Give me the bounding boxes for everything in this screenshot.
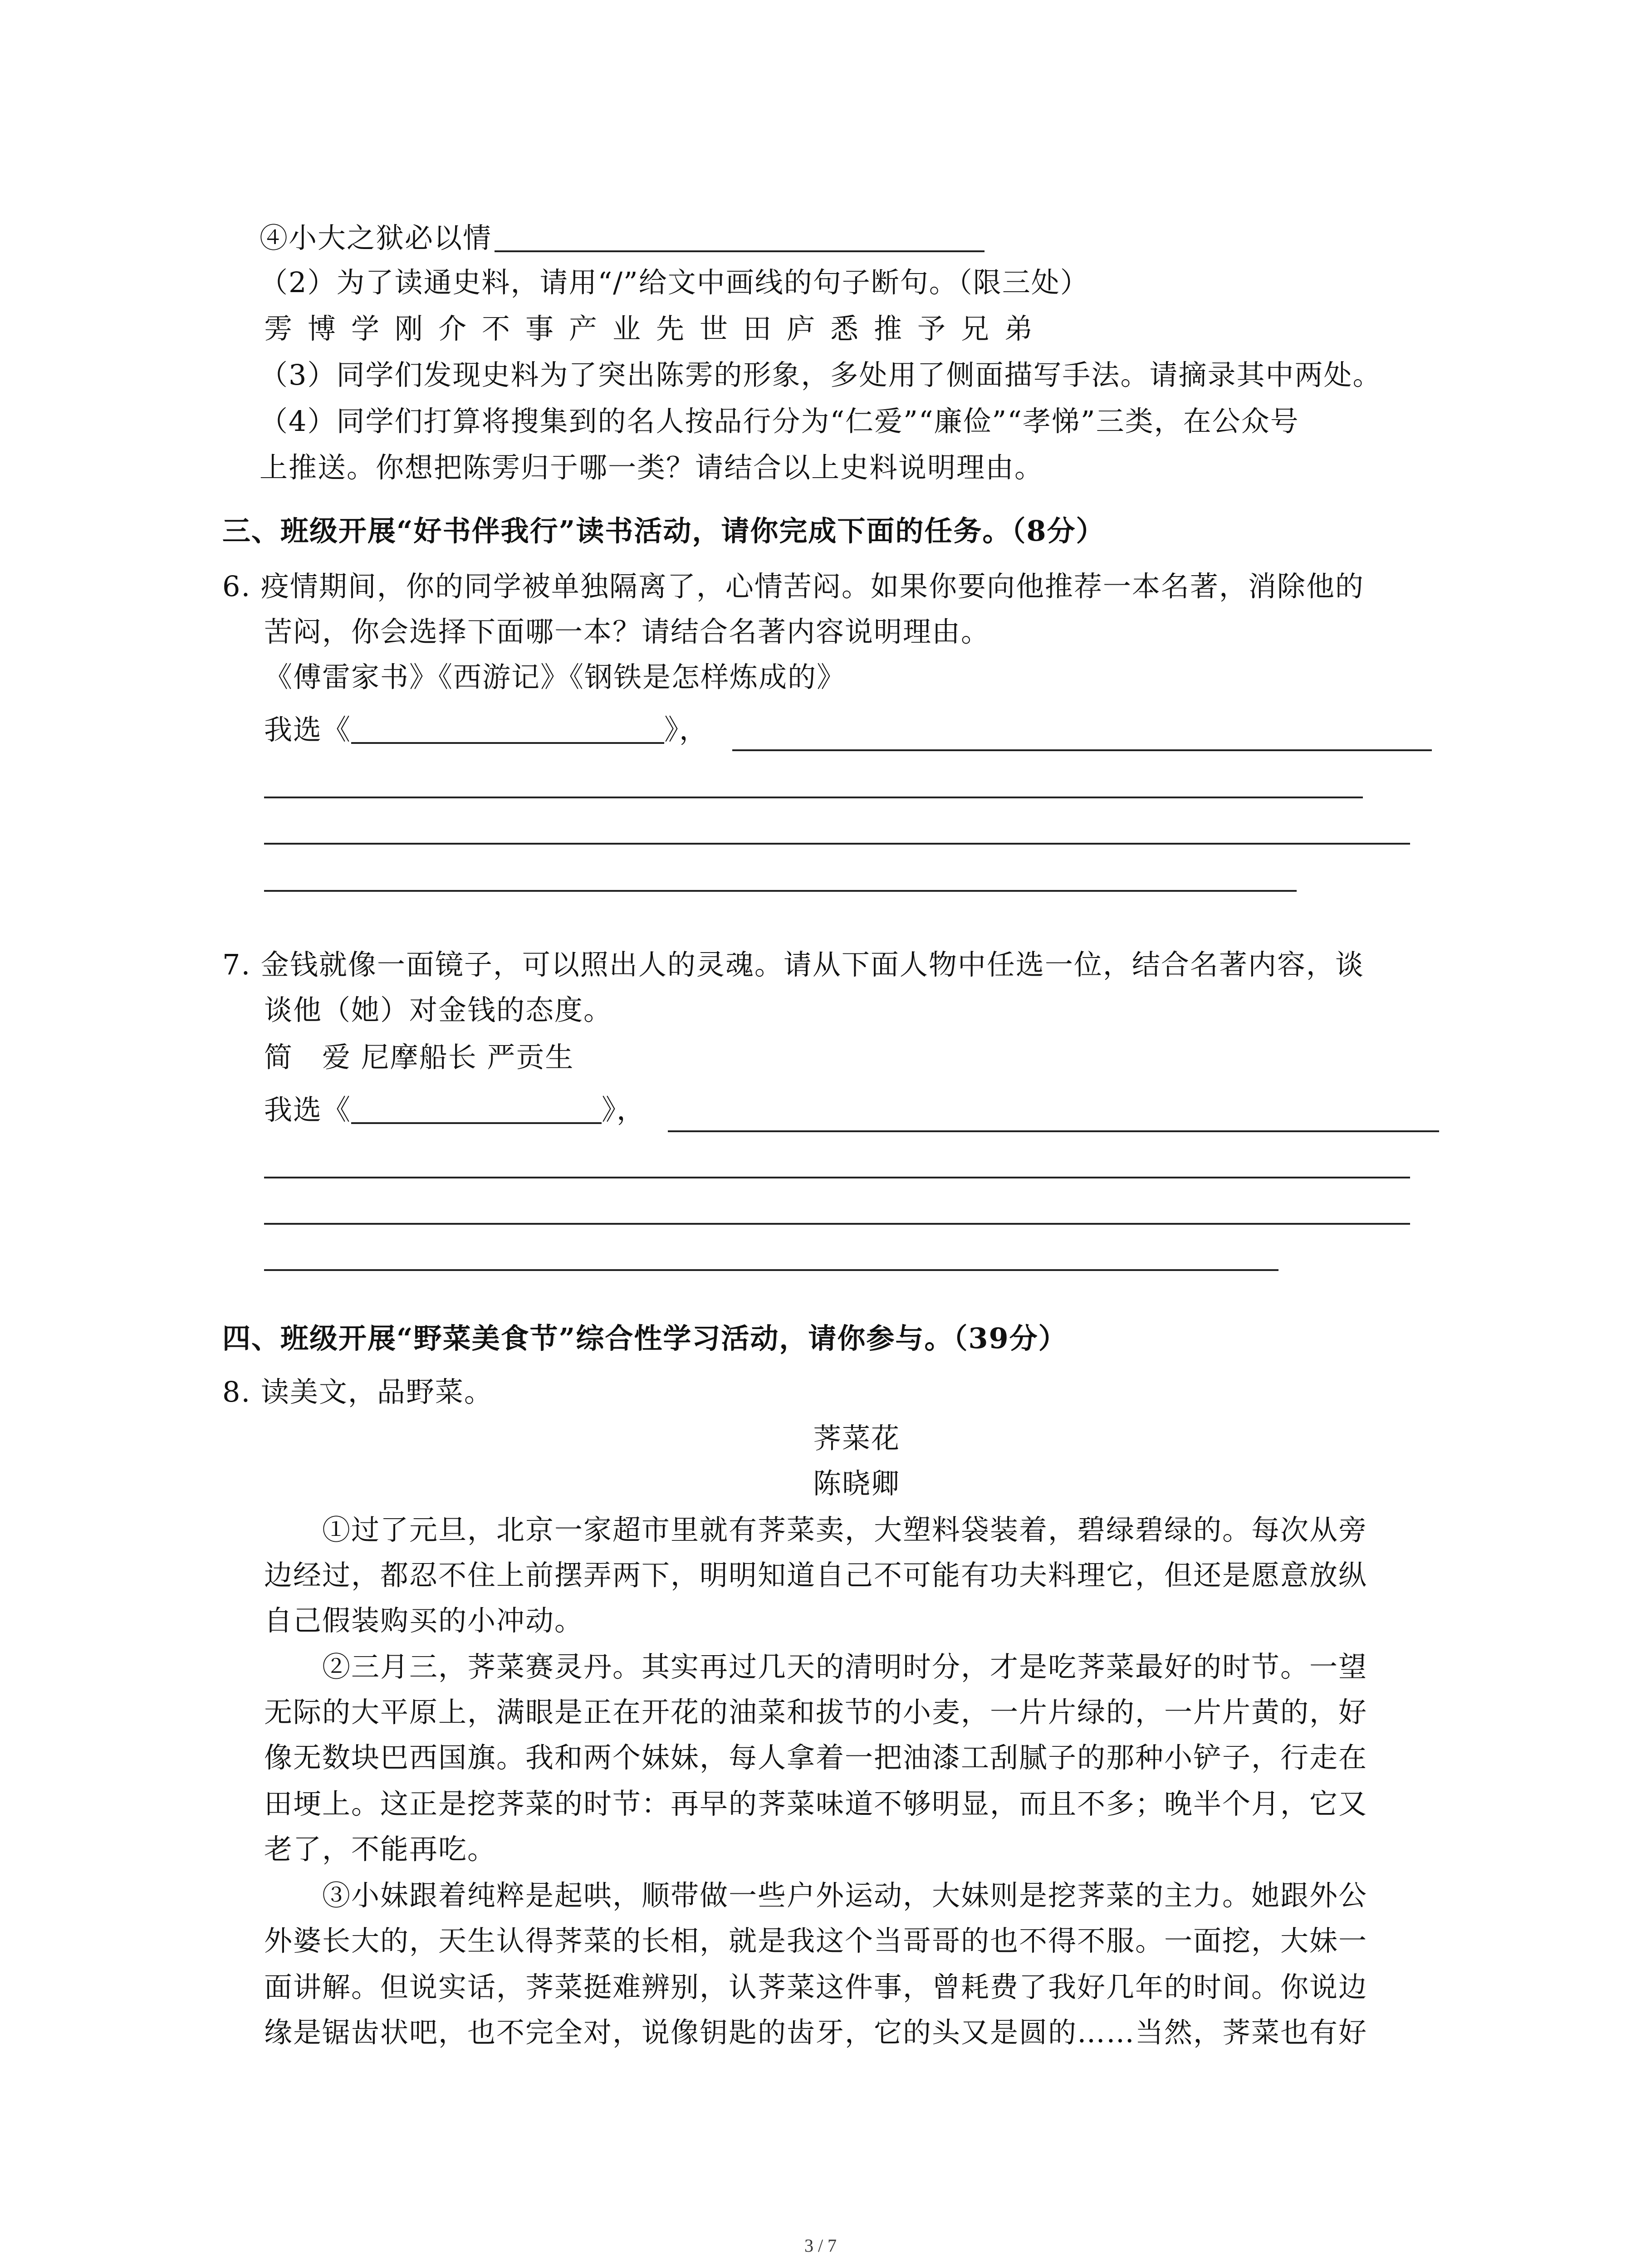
- article-line: 缘是锯齿状吧，也不完全对，说像钥匙的齿牙，它的头又是圆的……当然，荠菜也有好: [264, 2016, 1368, 2049]
- q7-reason-line-2[interactable]: [264, 1177, 1410, 1178]
- article-line: 面讲解。但说实话，荠菜挺难辨别，认荠菜这件事，曾耗费了我好几年的时间。你说边: [264, 1970, 1368, 2004]
- q5-part4-line2: 上推送。你想把陈雱归于哪一类？请结合以上史料说明理由。: [260, 451, 1044, 484]
- article-title: 荠菜花: [813, 1422, 901, 1455]
- q7-choose-suffix: 》，: [602, 1093, 646, 1126]
- q6-books: 《傅雷家书》《西游记》《钢铁是怎样炼成的》: [264, 660, 846, 694]
- section3-heading: 三、班级开展“好书伴我行”读书活动，请你完成下面的任务。（8分）: [222, 514, 1105, 547]
- q5-item4: [260, 222, 987, 252]
- q7-reason-line-1[interactable]: [668, 1130, 1439, 1132]
- q6-book-answer-line[interactable]: [351, 714, 664, 744]
- q6-choose-prefix: 我选《: [264, 713, 352, 746]
- q5-item4-text: ④小大之狱必以情: [260, 221, 492, 254]
- article-line: 老了，不能再吃。: [264, 1833, 497, 1866]
- article-line: 田埂上。这正是挖荠菜的时节：再早的荠菜味道不够明显，而且不多；晚半个月，它又: [264, 1787, 1368, 1820]
- q5-part3: （3）同学们发现史料为了突出陈雱的形象，多处用了侧面描写手法。请摘录其中两处。: [260, 358, 1382, 391]
- q6-line1: 6. 疫情期间，你的同学被单独隔离了，心情苦闷。如果你要向他推荐一本名著，消除他的: [222, 570, 1364, 603]
- q5-part2: （2）为了读通史料，请用“/”给文中画线的句子断句。（限三处）: [260, 266, 1089, 299]
- q5-item4-answer-line[interactable]: [495, 222, 985, 252]
- section4-heading: 四、班级开展“野菜美食节”综合性学习活动，请你参与。（39分）: [222, 1322, 1068, 1355]
- q7-person-answer-line[interactable]: [351, 1094, 602, 1124]
- article-line: 边经过，都忍不住上前摆弄两下，明明知道自己不可能有功夫料理它，但还是愿意放纵: [264, 1559, 1368, 1592]
- q6-reason-line-3[interactable]: [264, 843, 1410, 845]
- article-author: 陈晓卿: [813, 1467, 901, 1500]
- article-line: ①过了元旦，北京一家超市里就有荠菜卖，大塑料袋装着，碧绿碧绿的。每次从旁: [322, 1513, 1368, 1546]
- q6-choose-row: [264, 714, 708, 744]
- q5-part4-line1: （4）同学们打算将搜集到的名人按品行分为“仁爱”“廉俭”“孝悌”三类，在公众号: [260, 405, 1299, 438]
- q6-choose-suffix: 》，: [664, 713, 709, 746]
- article-line: 自己假装购买的小冲动。: [264, 1604, 584, 1637]
- q5-sentence: 雱博学刚介不事产业先世田庐悉推予兄弟: [264, 312, 1048, 345]
- q6-line2: 苦闷，你会选择下面哪一本？请结合名著内容说明理由。: [264, 615, 990, 648]
- page-number: 3 / 7: [804, 2235, 837, 2256]
- q7-line1: 7. 金钱就像一面镜子，可以照出人的灵魂。请从下面人物中任选一位，结合名著内容，谈: [222, 948, 1364, 981]
- q6-reason-line-2[interactable]: [264, 797, 1363, 798]
- article-line: 外婆长大的，天生认得荠菜的长相，就是我这个当哥哥的也不得不服。一面挖，大妹一: [264, 1924, 1368, 1957]
- q6-reason-line-4[interactable]: [264, 890, 1297, 892]
- article-line: ②三月三，荠菜赛灵丹。其实再过几天的清明时分，才是吃荠菜最好的时节。一望: [322, 1650, 1368, 1683]
- q7-reason-line-4[interactable]: [264, 1269, 1279, 1271]
- q7-choose-row: [264, 1094, 646, 1124]
- q7-line2: 谈他（她）对金钱的态度。: [264, 993, 613, 1026]
- article-line: ③小妹跟着纯粹是起哄，顺带做一些户外运动，大妹则是挖荠菜的主力。她跟外公: [322, 1879, 1368, 1912]
- article-line: 无际的大平原上，满眼是正在开花的油菜和拔节的小麦，一片片绿的，一片片黄的，好: [264, 1696, 1368, 1729]
- q7-people: 简 爱 尼摩船长 严贡生: [264, 1041, 574, 1074]
- article-line: 像无数块巴西国旗。我和两个妹妹，每人拿着一把油漆工刮腻子的那种小铲子，行走在: [264, 1741, 1368, 1774]
- q6-reason-line-1[interactable]: [732, 749, 1432, 751]
- q8-prompt: 8. 读美文，品野菜。: [222, 1375, 493, 1408]
- q7-choose-prefix: 我选《: [264, 1093, 352, 1126]
- q7-reason-line-3[interactable]: [264, 1223, 1410, 1225]
